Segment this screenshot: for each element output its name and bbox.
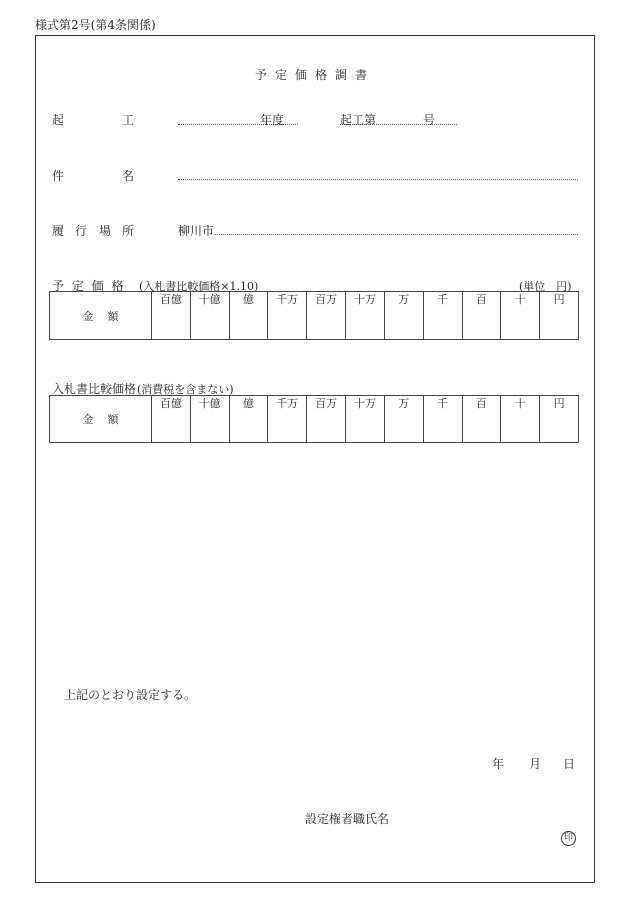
unit-label: 千 [437, 397, 449, 410]
kenmei-field[interactable] [178, 179, 578, 180]
unit-label: 円 [553, 293, 565, 306]
unit-label: 億 [243, 293, 255, 306]
nyusatsu-amount-table [49, 395, 579, 443]
yotei-kakaku-note: (入札書比較価格×1.10) [139, 280, 259, 293]
unit-label: 十 [514, 293, 526, 306]
kiko-label-1: 起 [52, 113, 65, 127]
place-label-4: 所 [122, 224, 135, 238]
signer-label: 設定権者職氏名 [305, 812, 390, 826]
unit-label: 万 [398, 293, 410, 306]
unit-note: (単位 円) [519, 280, 572, 293]
kiko-label-2: 工 [122, 113, 135, 127]
unit-label: 十万 [353, 397, 376, 410]
unit-label: 百億 [159, 293, 182, 306]
unit-label: 百億 [159, 397, 182, 410]
unit-cell[interactable] [190, 292, 229, 340]
document-title: 予定価格調書 [254, 68, 375, 82]
unit-label: 万 [398, 397, 410, 410]
place-label-1: 履 [52, 224, 65, 238]
unit-cell[interactable] [346, 396, 385, 443]
unit-label: 百万 [315, 293, 338, 306]
unit-cell[interactable] [540, 396, 579, 443]
form-frame [35, 35, 595, 883]
unit-cell[interactable] [152, 396, 191, 443]
unit-label: 円 [553, 397, 565, 410]
unit-label: 百 [475, 293, 487, 306]
unit-cell[interactable] [307, 396, 346, 443]
date-day: 日 [563, 757, 576, 771]
unit-label: 百万 [315, 397, 338, 410]
go-label: 号 [423, 113, 436, 127]
unit-cell[interactable] [540, 292, 579, 340]
unit-label: 十億 [198, 397, 221, 410]
unit-cell[interactable] [384, 292, 423, 340]
form-number: 様式第2号(第4条関係) [35, 18, 156, 32]
unit-cell[interactable] [190, 396, 229, 443]
unit-cell[interactable] [423, 396, 462, 443]
unit-cell[interactable] [152, 292, 191, 340]
unit-cell[interactable] [229, 396, 268, 443]
unit-label: 百 [475, 397, 487, 410]
unit-label: 十 [514, 397, 526, 410]
place-label-3: 場 [99, 224, 112, 238]
unit-cell[interactable] [307, 292, 346, 340]
date-year: 年 [492, 757, 505, 771]
unit-label: 千万 [276, 397, 299, 410]
unit-label: 千 [437, 293, 449, 306]
unit-cell[interactable] [501, 292, 540, 340]
place-value: 柳川市 [178, 224, 215, 238]
place-field[interactable] [215, 234, 578, 235]
unit-cell[interactable] [501, 396, 540, 443]
unit-label: 千万 [276, 293, 299, 306]
kenmei-label-1: 件 [52, 169, 65, 183]
place-label-2: 行 [75, 224, 88, 238]
date-month: 月 [529, 757, 542, 771]
unit-cell[interactable] [384, 396, 423, 443]
unit-cell[interactable] [423, 292, 462, 340]
yotei-kakaku-label: 予 定 価 格 [52, 279, 126, 293]
statement: 上記のとおり設定する。 [64, 688, 197, 702]
unit-cell[interactable] [346, 292, 385, 340]
nendo-label: 年度 [260, 113, 285, 127]
unit-cell[interactable] [268, 292, 307, 340]
kiko-number-prefix: 起工第 [340, 113, 377, 127]
amount-label: 金額 [50, 292, 152, 340]
unit-label: 億 [243, 397, 255, 410]
unit-cell[interactable] [229, 292, 268, 340]
unit-cell[interactable] [462, 396, 501, 443]
unit-label: 十万 [353, 293, 376, 306]
unit-cell[interactable] [268, 396, 307, 443]
amount-label: 金額 [50, 396, 152, 443]
seal-mark: 印 [561, 831, 576, 846]
unit-cell[interactable] [462, 292, 501, 340]
yotei-amount-table [49, 291, 579, 340]
kenmei-label-2: 名 [122, 169, 135, 183]
nyusatsu-kakaku-label: 入札書比較価格 [52, 382, 137, 396]
nyusatsu-kakaku-note: (消費税を含まない) [137, 383, 234, 396]
unit-label: 十億 [198, 293, 221, 306]
